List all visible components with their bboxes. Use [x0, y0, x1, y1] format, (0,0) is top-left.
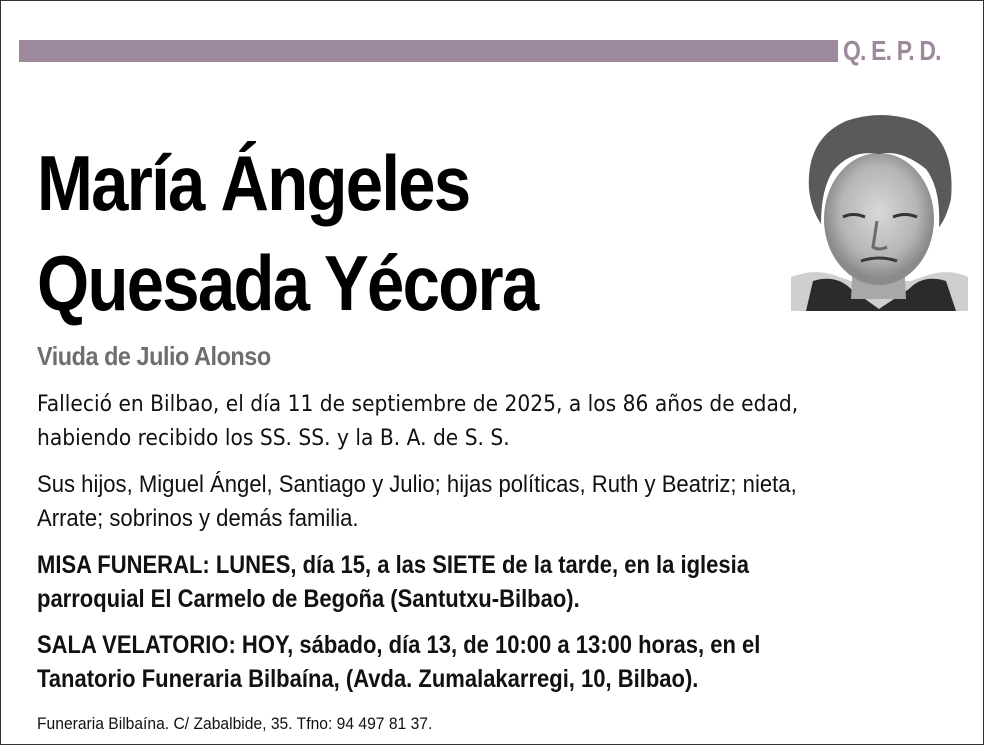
deceased-name-line1: María Ángeles	[37, 139, 470, 227]
widow-of-subtitle: Viuda de Julio Alonso	[37, 341, 271, 371]
deceased-name	[37, 133, 537, 333]
family-line: Arrate; sobrinos y demás familia.	[37, 505, 359, 532]
funeral-home-footer: Funeraria Bilbaína. C/ Zabalbide, 35. Tfno: 94 497 81 37.	[37, 714, 433, 733]
portrait-image-icon	[791, 109, 968, 311]
death-notice-paragraph	[37, 388, 798, 456]
wake-room-line: SALA VELATORIO: HOY, sábado, día 13, de 10:00 a 13:00 horas, en el	[37, 631, 761, 659]
wake-room-line: Tanatorio Funeraria Bilbaína, (Avda. Zumalakarregi, 10, Bilbao).	[37, 665, 699, 693]
wake-room-paragraph	[37, 628, 760, 696]
funeral-mass-paragraph	[37, 548, 749, 616]
funeral-mass-line: parroquial El Carmelo de Begoña (Santutxu-Bilbao).	[37, 585, 580, 613]
funeral-mass-line: MISA FUNERAL: LUNES, día 15, a las SIETE de la tarde, en la iglesia	[37, 551, 749, 579]
header-bar	[19, 40, 838, 62]
qepd-label: Q. E. P. D.	[843, 35, 941, 66]
deceased-name-line2: Quesada Yécora	[37, 239, 538, 327]
death-notice-line: habiendo recibido los SS. SS. y la B. A. de S. S.	[37, 426, 510, 451]
family-paragraph	[37, 468, 797, 536]
portrait-photo	[791, 109, 968, 311]
death-notice-line: Falleció en Bilbao, el día 11 de septiembre de 2025, a los 86 años de edad,	[37, 392, 799, 417]
family-line: Sus hijos, Miguel Ángel, Santiago y Julio; hijas políticas, Ruth y Beatriz; nieta,	[37, 471, 797, 498]
